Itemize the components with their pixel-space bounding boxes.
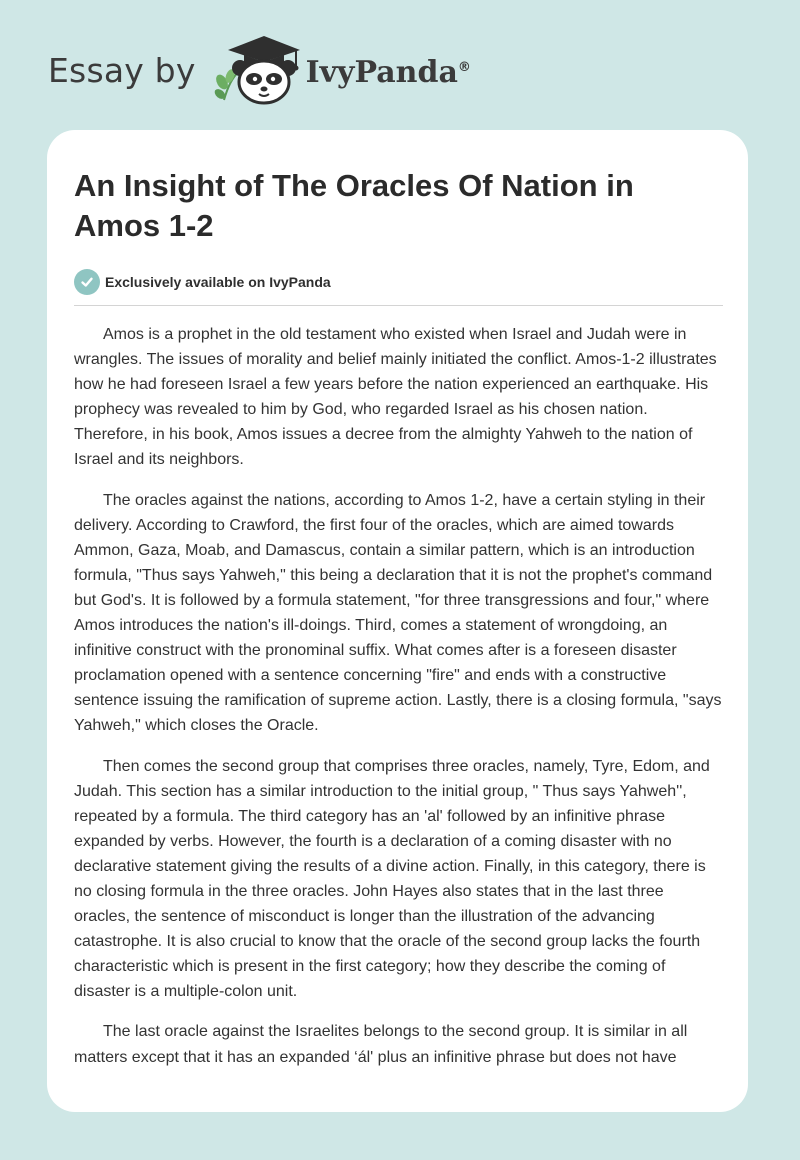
essay-paragraph: The oracles against the nations, according to Amos 1-2, have a certain styling in their delivery. According to Crawford, the first four of the oracles, which are aimed towards Ammon, Gaza, Moab, and Damascus, contain a similar pattern, which is an introduction formula, "Thus says Yahweh," this being a declaration that it is not the prophet's command but God's. It is followed by a formula statement, "for three transgressions and four," where Amos introduces the nation's ill-doings. Third, comes a statement of wrongdoing, an infinitive construct with the pronominal suffix. What comes after is a foreseen disaster proclamation opened with a sentence concerning "fire" and ends with a constructive sentence issuing the ramification of supreme action. Lastly, there is a closing formula, "says Yahweh," which closes the Oracle. — [74, 491, 722, 735]
essay-body — [74, 322, 723, 1070]
essay-paragraph: Then comes the second group that comprises three oracles, namely, Tyre, Edom, and Judah. This section has a similar introduction to the initial group, " Thus says Yahweh'', repeated by a formula. The third category has an 'al' followed by an infinitive phrase expanded by verbs. However, the fourth is a declaration of a coming disaster with no declarative statement giving the results of a divine action. Finally, in this category, there is no closing formula in the three oracles. John Hayes also states that in the last three oracles, the sentence of misconduct is longer than the illustration of the advancing catastrophe. It is also crucial to know that the oracle of the second group lacks the fourth characteristic which is present in the first category; how they describe the coming of disaster is a multiple-colon unit. — [74, 757, 710, 1001]
registered-mark: ® — [457, 59, 471, 75]
panda-logo-icon — [210, 30, 302, 106]
essay-paragraph: Amos is a prophet in the old testament who existed when Israel and Judah were in wrangles. The issues of morality and belief mainly initiated the conflict. Amos-1-2 illustrates how he had foreseen Israel a few years before the nation experienced an earthquake. His prophecy was revealed to him by God, who regarded Israel as his chosen nation. Therefore, in his book, Amos issues a decree from the almighty Yahweh to the nation of Israel and its neighbors. — [74, 326, 717, 469]
essay-paragraph: The last oracle against the Israelites belongs to the second group. It is similar in all matters except that it has an expanded ‘ál' plus an infinitive phrase but does not have — [74, 1023, 688, 1066]
exclusive-badge-label: Exclusively available on IvyPanda — [105, 274, 331, 290]
essay-card — [47, 130, 748, 1112]
brand-name — [306, 55, 471, 90]
brand-name-text: IvyPanda — [305, 54, 458, 90]
exclusive-badge — [74, 269, 721, 295]
checkmark-icon — [74, 269, 100, 295]
essay-title: An Insight of The Oracles Of Nation in Amos 1-2 — [74, 168, 634, 243]
title-divider — [74, 305, 723, 306]
brand-header[interactable] — [48, 30, 471, 106]
brand-prefix: Essay by — [48, 50, 196, 90]
